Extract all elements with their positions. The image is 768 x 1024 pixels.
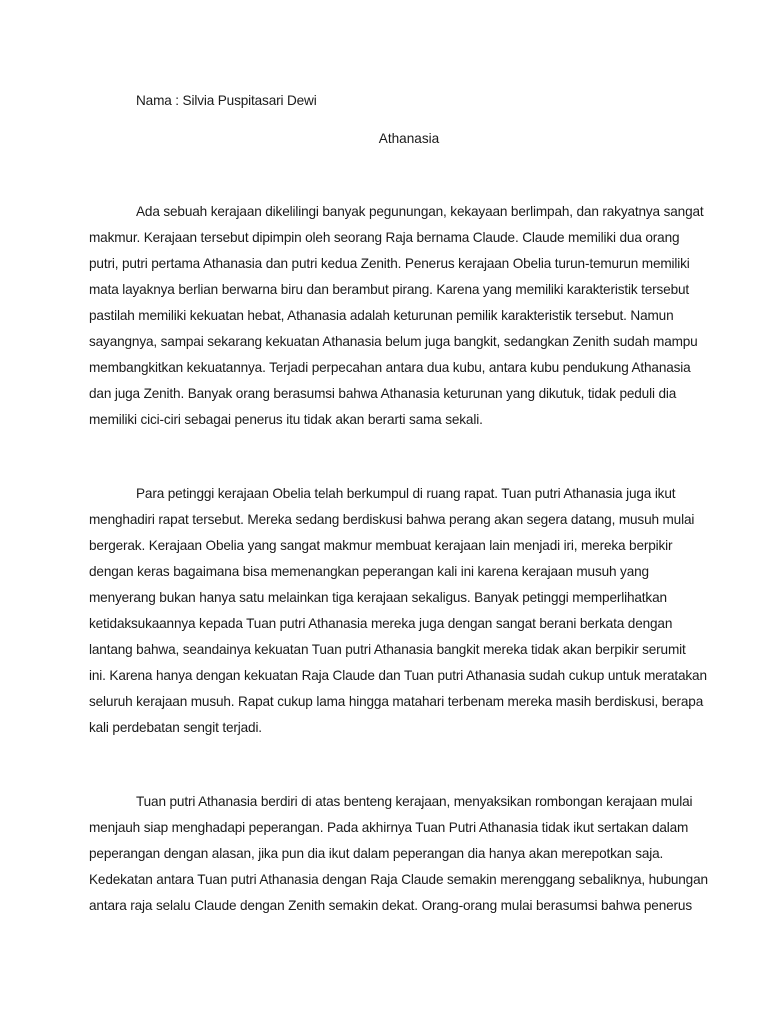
paragraph-line: menyerang bukan hanya satu melainkan tiga kerajaan sekaligus. Banyak petinggi memperlihatkan xyxy=(89,590,667,605)
document-title-row xyxy=(0,130,768,148)
paragraph-line: Ada sebuah kerajaan dikelilingi banyak pegunungan, kekayaan berlimpah, dan rakyatnya sangat xyxy=(136,204,704,219)
paragraph-line: kali perdebatan sengit terjadi. xyxy=(89,720,262,735)
paragraph-line: Kedekatan antara Tuan putri Athanasia dengan Raja Claude semakin merenggang sebaliknya, hubungan xyxy=(89,872,708,887)
paragraph-line: dan juga Zenith. Banyak orang berasumsi bahwa Athanasia keturunan yang dikutuk, tidak peduli dia xyxy=(89,386,677,401)
paragraph-line: dengan keras bagaimana bisa memenangkan peperangan kali ini karena kerajaan musuh yang xyxy=(89,564,649,579)
paragraph-line: membangkitkan kekuatannya. Terjadi perpecahan antara dua kubu, antara kubu pendukung Athanasia xyxy=(89,360,691,375)
author-name-line: Nama : Silvia Puspitasari Dewi xyxy=(136,93,317,108)
paragraph-line: seluruh kerajaan musuh. Rapat cukup lama hingga matahari terbenam mereka masih berdiskusi, berapa xyxy=(89,694,704,709)
paragraph-line: peperangan dengan alasan, jika pun dia ikut dalam peperangan dia hanya akan merepotkan saja. xyxy=(89,846,664,861)
paragraph-line: pastilah memiliki kekuatan hebat, Athanasia adalah keturunan pemilik karakteristik tersebut. Namun xyxy=(89,308,674,323)
paragraph-line: putri, putri pertama Athanasia dan putri kedua Zenith. Penerus kerajaan Obelia turun-temurun memiliki xyxy=(89,256,690,271)
paragraph-line: sayangnya, sampai sekarang kekuatan Athanasia belum juga bangkit, sedangkan Zenith sudah mampu xyxy=(89,334,698,349)
paragraph-line: memiliki cici-ciri sebagai penerus itu tidak akan berarti sama sekali. xyxy=(89,412,483,427)
paragraph-line: ketidaksukaannya kepada Tuan putri Athanasia mereka juga dengan sangat berani berkata dengan xyxy=(89,616,673,631)
paragraph-line: lantang bahwa, seandainya kekuatan Tuan putri Athanasia bangkit mereka tidak akan berpikir serumit xyxy=(89,642,686,657)
document-title: Athanasia xyxy=(378,131,440,146)
paragraph-line: makmur. Kerajaan tersebut dipimpin oleh seorang Raja bernama Claude. Claude memiliki dua orang xyxy=(89,230,680,245)
paragraph-line: Tuan putri Athanasia berdiri di atas benteng kerajaan, menyaksikan rombongan kerajaan mulai xyxy=(136,794,693,809)
paragraph-line: mata layaknya berlian berwarna biru dan berambut pirang. Karena yang memiliki karakteristik tersebut xyxy=(89,282,690,297)
paragraph-line: bergerak. Kerajaan Obelia yang sangat makmur membuat kerajaan lain menjadi iri, mereka berpikir xyxy=(89,538,673,553)
paragraph-line: menghadiri rapat tersebut. Mereka sedang berdiskusi bahwa perang akan segera datang, musuh mulai xyxy=(89,512,695,527)
paragraph-line: antara raja selalu Claude dengan Zenith semakin dekat. Orang-orang mulai berasumsi bahwa penerus xyxy=(89,898,692,913)
paragraph-line: menjauh siap menghadapi peperangan. Pada akhirnya Tuan Putri Athanasia tidak ikut sertakan dalam xyxy=(89,820,689,835)
paragraph-line: ini. Karena hanya dengan kekuatan Raja Claude dan Tuan putri Athanasia sudah cukup untuk meratakan xyxy=(89,668,707,683)
paragraph-line: Para petinggi kerajaan Obelia telah berkumpul di ruang rapat. Tuan putri Athanasia juga ikut xyxy=(136,486,676,501)
